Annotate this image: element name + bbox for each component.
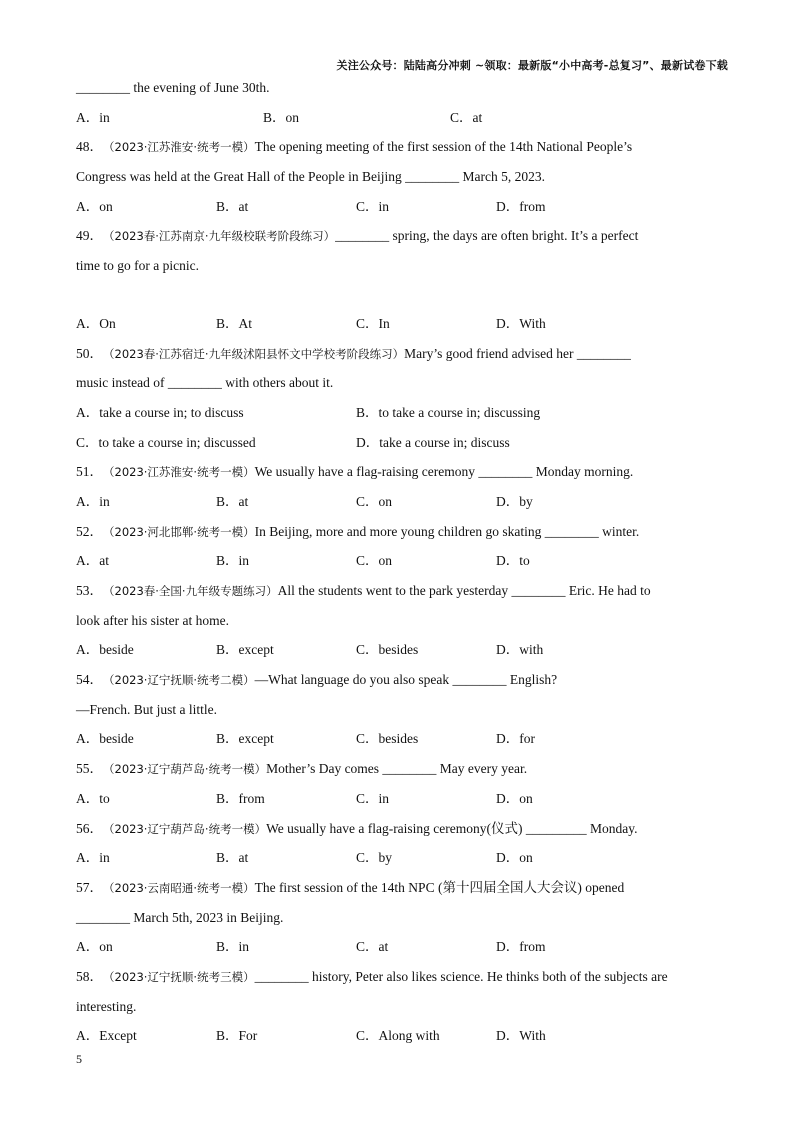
answer-option: A．take a course in; to discuss: [76, 404, 244, 420]
question-body: —What language do you also speak ________ English?: [254, 672, 558, 688]
question-number: 51．: [76, 464, 103, 480]
question-source: （2023·辽宁抚顺·统考二模）: [103, 673, 255, 688]
answer-options-row: [76, 1026, 726, 1056]
question-stem: [76, 670, 726, 700]
question-source: （2023·河北邯郸·统考一模）: [103, 524, 255, 539]
question-number: 52．: [76, 523, 103, 539]
answer-options-row: [76, 433, 726, 463]
answer-options-row: [76, 789, 726, 819]
answer-options-row: [76, 108, 726, 138]
answer-option: C．on: [356, 553, 393, 569]
answer-option: C．by: [356, 850, 393, 866]
question-stem: [76, 581, 726, 611]
question-body: The opening meeting of the first session of the 14th National People’s: [254, 139, 633, 155]
answer-options-row: [76, 729, 726, 759]
question-number: 55．: [76, 761, 103, 777]
answer-option: C．besides: [356, 642, 419, 658]
question-list: [76, 78, 726, 1056]
question-body: Mother’s Day comes ________ May every year.: [266, 761, 528, 777]
answer-option: C．on: [356, 493, 393, 509]
answer-option: A．On: [76, 315, 116, 331]
question-body: In Beijing, more and more young children go skating ________ winter.: [254, 523, 640, 539]
question-stem: [76, 462, 726, 492]
question-number: 50．: [76, 345, 103, 361]
question-stem: [76, 759, 726, 789]
answer-options-row: [76, 937, 726, 967]
answer-option: B．except: [216, 731, 274, 747]
answer-option: B．in: [216, 939, 250, 955]
answer-options-row: [76, 551, 726, 581]
answer-option: C．in: [356, 198, 390, 214]
answer-option: D．take a course in; discuss: [356, 434, 510, 450]
page-number: 5: [76, 1052, 82, 1066]
answer-option: A．in: [76, 109, 110, 125]
question-source: （2023·云南昭通·统考一模）: [103, 880, 255, 895]
question-source: （2023春·江苏南京·九年级校联考阶段练习）: [103, 229, 336, 244]
answer-option: A．Except: [76, 1028, 137, 1044]
answer-option: C．at: [450, 109, 483, 125]
answer-option: B．For: [216, 1028, 258, 1044]
question-body: The first session of the 14th NPC (第十四届全国人大会议) opened: [254, 879, 625, 895]
question-source: （2023春·江苏宿迁·九年级沭阳县怀文中学校考阶段练习）: [103, 346, 405, 361]
question-body: We usually have a flag-raising ceremony(仪式) _________ Monday.: [266, 820, 638, 836]
answer-option: A．on: [76, 939, 113, 955]
answer-option: D．With: [496, 315, 546, 331]
question-number: 56．: [76, 820, 103, 836]
answer-option: D．on: [496, 850, 533, 866]
question-text-line: Congress was held at the Great Hall of the People in Beijing ________ March 5, 2023.: [76, 169, 546, 185]
answer-options-row: [76, 848, 726, 878]
question-stem: [76, 344, 726, 374]
answer-option: A．on: [76, 198, 113, 214]
answer-option: A．to: [76, 790, 110, 806]
question-number: 58．: [76, 968, 103, 984]
question-source: （2023·江苏淮安·统考一模）: [103, 465, 255, 480]
blank-spacer: [76, 286, 726, 314]
question-text-line: ________ March 5th, 2023 in Beijing.: [76, 909, 284, 925]
answer-option: C．at: [356, 939, 389, 955]
answer-options-row: [76, 197, 726, 227]
answer-option: A．beside: [76, 731, 134, 747]
question-source: （2023春·全国·九年级专题练习）: [103, 584, 278, 598]
question-stem: [76, 522, 726, 552]
answer-option: C．to take a course in; discussed: [76, 434, 256, 450]
question-stem: [76, 878, 726, 908]
answer-option: A．in: [76, 850, 110, 866]
answer-option: D．with: [496, 642, 544, 658]
question-number: 57．: [76, 879, 103, 895]
page-header-banner: 关注公众号：陆陆高分冲刺 ~领取：最新版“小中高考-总复习”、最新试卷下载: [336, 59, 728, 72]
answer-option: D．to: [496, 553, 530, 569]
answer-option: D．for: [496, 731, 535, 747]
question-stem: [76, 967, 726, 997]
question-source: （2023·江苏淮安·统考一模）: [103, 140, 255, 155]
answer-option: C．Along with: [356, 1028, 440, 1044]
question-body: Mary’s good friend advised her ________: [404, 345, 631, 361]
answer-option: B．at: [216, 198, 249, 214]
answer-option: B．to take a course in; discussing: [356, 404, 541, 420]
question-number: 49．: [76, 228, 103, 244]
answer-options-row: [76, 314, 726, 344]
answer-option: C．In: [356, 315, 390, 331]
question-number: 53．: [76, 583, 103, 598]
answer-option: A．in: [76, 493, 110, 509]
question-number: 54．: [76, 672, 103, 688]
question-body: All the students went to the park yesterday ________ Eric. He had to: [277, 583, 651, 598]
answer-option: D．by: [496, 493, 533, 509]
question-text-line: ________ the evening of June 30th.: [76, 80, 270, 95]
answer-option: B．on: [263, 109, 300, 125]
answer-option: D．With: [496, 1028, 546, 1044]
answer-options-row: [76, 640, 726, 670]
question-text-line: interesting.: [76, 998, 137, 1014]
answer-option: C．in: [356, 790, 390, 806]
answer-option: B．at: [216, 850, 249, 866]
question-text-line: look after his sister at home.: [76, 612, 229, 628]
answer-option: B．at: [216, 493, 249, 509]
question-stem: [76, 226, 726, 256]
question-body: ________ history, Peter also likes science. He thinks both of the subjects are: [254, 968, 668, 984]
answer-option: A．beside: [76, 642, 134, 658]
question-text-line: time to go for a picnic.: [76, 258, 199, 274]
answer-option: B．from: [216, 790, 265, 806]
answer-option: D．from: [496, 198, 546, 214]
question-source: （2023·辽宁抚顺·统考三模）: [103, 969, 255, 984]
question-stem: [76, 819, 726, 849]
answer-option: D．from: [496, 939, 546, 955]
answer-option: B．except: [216, 642, 274, 658]
answer-option: C．besides: [356, 731, 419, 747]
question-source: （2023·辽宁葫芦岛·统考一模）: [103, 821, 267, 836]
answer-option: B．At: [216, 315, 253, 331]
question-body: ________ spring, the days are often bright. It’s a perfect: [335, 228, 639, 244]
question-text-line: —French. But just a little.: [76, 701, 217, 717]
question-number: 48．: [76, 139, 103, 155]
question-text-line: music instead of ________ with others about it.: [76, 375, 334, 391]
question-source: （2023·辽宁葫芦岛·统考一模）: [103, 762, 267, 777]
answer-options-row: [76, 403, 726, 433]
answer-option: B．in: [216, 553, 250, 569]
answer-options-row: [76, 492, 726, 522]
question-body: We usually have a flag-raising ceremony ________ Monday morning.: [254, 464, 634, 480]
answer-option: A．at: [76, 553, 109, 569]
question-stem: [76, 137, 726, 167]
answer-option: D．on: [496, 790, 533, 806]
